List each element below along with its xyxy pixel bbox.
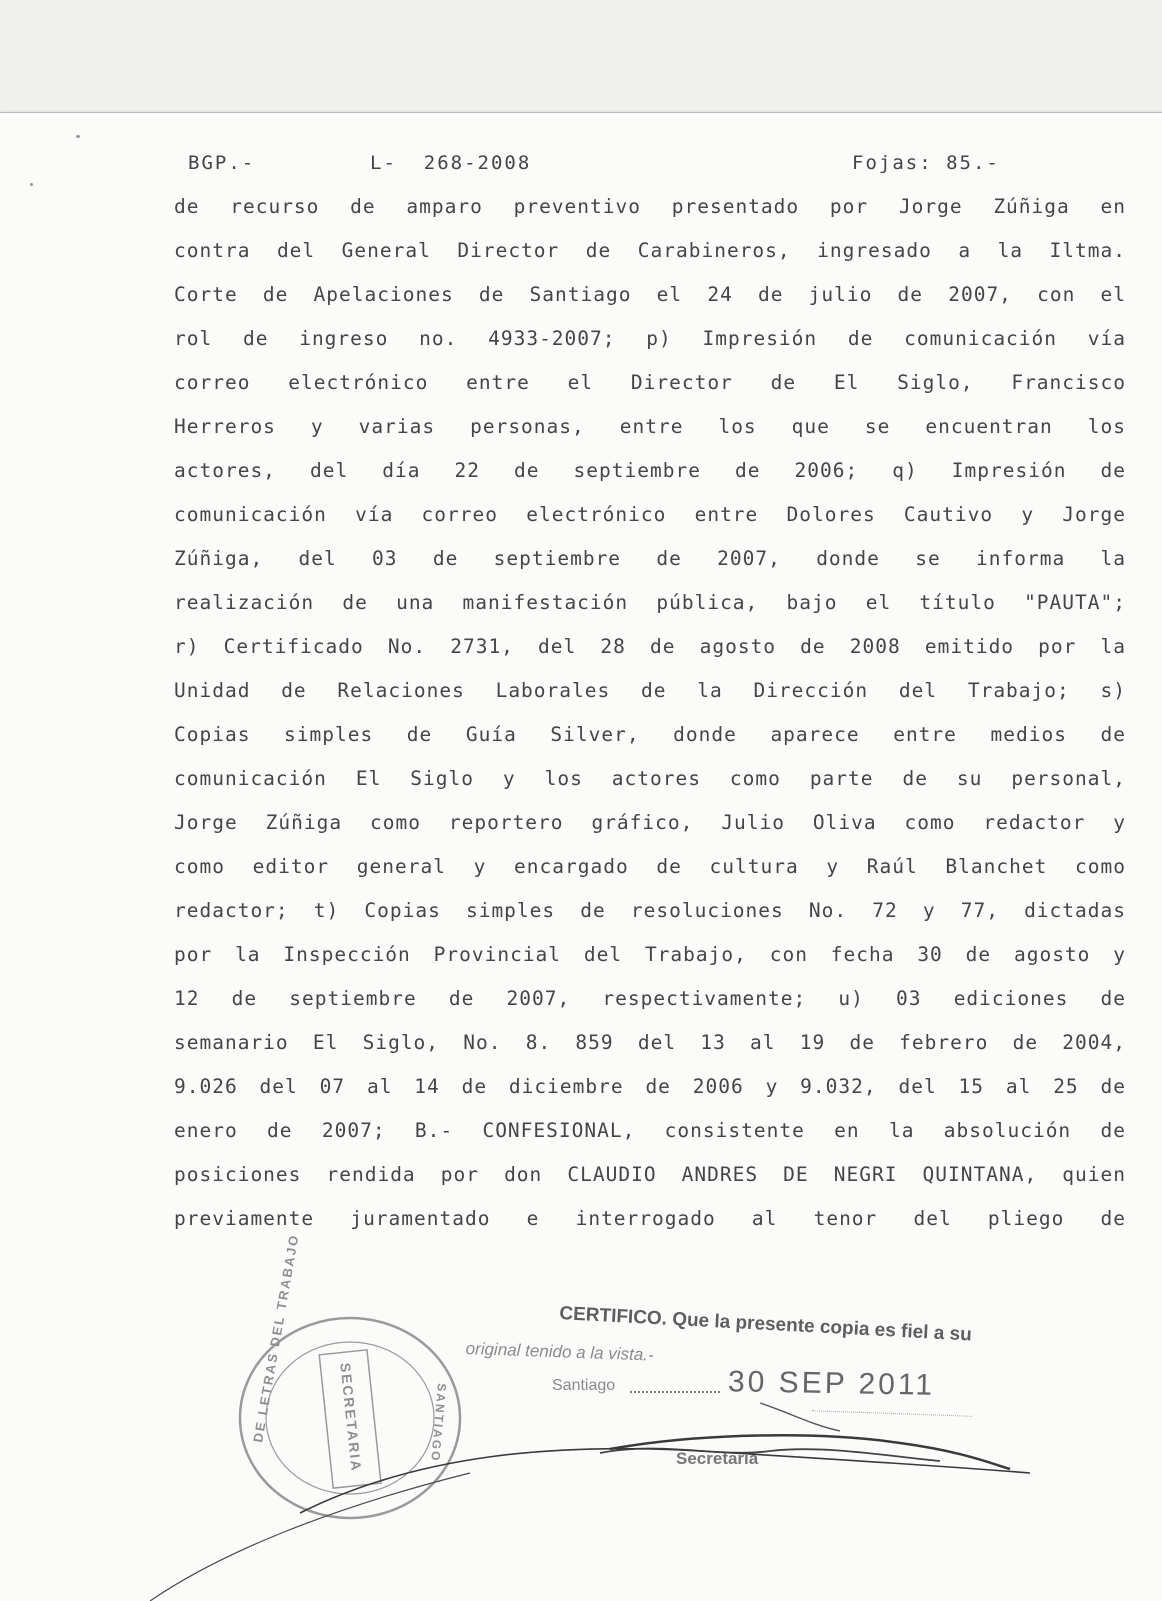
seal-and-signature-graphic xyxy=(0,113,1162,1601)
header-initials: BGP.- xyxy=(188,152,256,174)
body-line: r) Certificado No. 2731, del 28 de agosto de 2008 emitido por la xyxy=(174,635,1126,658)
body-line: 9.026 del 07 al 14 de diciembre de 2006 y 9.032, del 15 al 25 de xyxy=(174,1075,1126,1098)
signature-stroke xyxy=(610,1435,1010,1469)
body-line: Jorge Zúñiga como reportero gráfico, Julio Oliva como redactor y xyxy=(174,811,1126,834)
signer-title: Secretaria xyxy=(676,1449,759,1468)
scanner-background xyxy=(0,0,1162,112)
body-line: de recurso de amparo preventivo presentado por Jorge Zúñiga en xyxy=(174,195,1126,218)
body-line: contra del General Director de Carabineros, ingresado a la Iltma. xyxy=(174,239,1126,262)
body-line: actores, del día 22 de septiembre de 2006; q) Impresión de xyxy=(174,459,1126,482)
certification-stamp-line1: CERTIFICO. Que la presente copia es fiel a su xyxy=(558,1303,973,1346)
body-line: Herreros y varias personas, entre los que se encuentran los xyxy=(174,415,1126,438)
body-line: comunicación vía correo electrónico entre Dolores Cautivo y Jorge xyxy=(174,503,1126,526)
certification-stamp-line2: original tenido a la vista.- xyxy=(465,1339,654,1365)
body-line: rol de ingreso no. 4933-2007; p) Impresión de comunicación vía xyxy=(174,327,1126,350)
body-line: enero de 2007; B.- CONFESIONAL, consistente en la absolución de xyxy=(174,1119,1126,1142)
certification-date: 30 SEP 2011 xyxy=(727,1365,936,1402)
body-line: semanario El Siglo, No. 8. 859 del 13 al 19 de febrero de 2004, xyxy=(174,1031,1126,1054)
body-line: redactor; t) Copias simples de resoluciones No. 72 y 77, dictadas xyxy=(174,899,1126,922)
seal-side-text: SANTIAGO xyxy=(428,1382,449,1464)
seal-outer-text: DE LETRAS DEL TRABAJO xyxy=(250,1232,302,1444)
seal-center-text: SECRETARIA xyxy=(337,1361,365,1473)
signature-stroke xyxy=(760,1403,840,1431)
body-line: Unidad de Relaciones Laborales de la Dirección del Trabajo; s) xyxy=(174,679,1126,702)
body-line: por la Inspección Provincial del Trabajo, con fecha 30 de agosto y xyxy=(174,943,1126,966)
body-line: correo electrónico entre el Director de El Siglo, Francisco xyxy=(174,371,1126,394)
body-line: Zúñiga, del 03 de septiembre de 2007, donde se informa la xyxy=(174,547,1126,570)
certification-place: Santiago xyxy=(552,1377,616,1394)
body-line: comunicación El Siglo y los actores como parte de su personal, xyxy=(174,767,1126,790)
document-page xyxy=(0,112,1162,1601)
body-line: Corte de Apelaciones de Santiago el 24 de julio de 2007, con el xyxy=(174,283,1126,306)
header-fojas: Fojas: 85.- xyxy=(852,152,1000,174)
header-case-number: L- 268-2008 xyxy=(370,152,532,174)
body-line: Copias simples de Guía Silver, donde aparece entre medios de xyxy=(174,723,1126,746)
body-line: 12 de septiembre de 2007, respectivamente; u) 03 ediciones de xyxy=(174,987,1126,1010)
body-line: realización de una manifestación pública, bajo el título "PAUTA"; xyxy=(174,591,1126,614)
body-line: posiciones rendida por don CLAUDIO ANDRES DE NEGRI QUINTANA, quien xyxy=(174,1163,1126,1186)
body-line: previamente juramentado e interrogado al tenor del pliego de xyxy=(174,1207,1126,1230)
body-line: como editor general y encargado de cultura y Raúl Blanchet como xyxy=(174,855,1126,878)
